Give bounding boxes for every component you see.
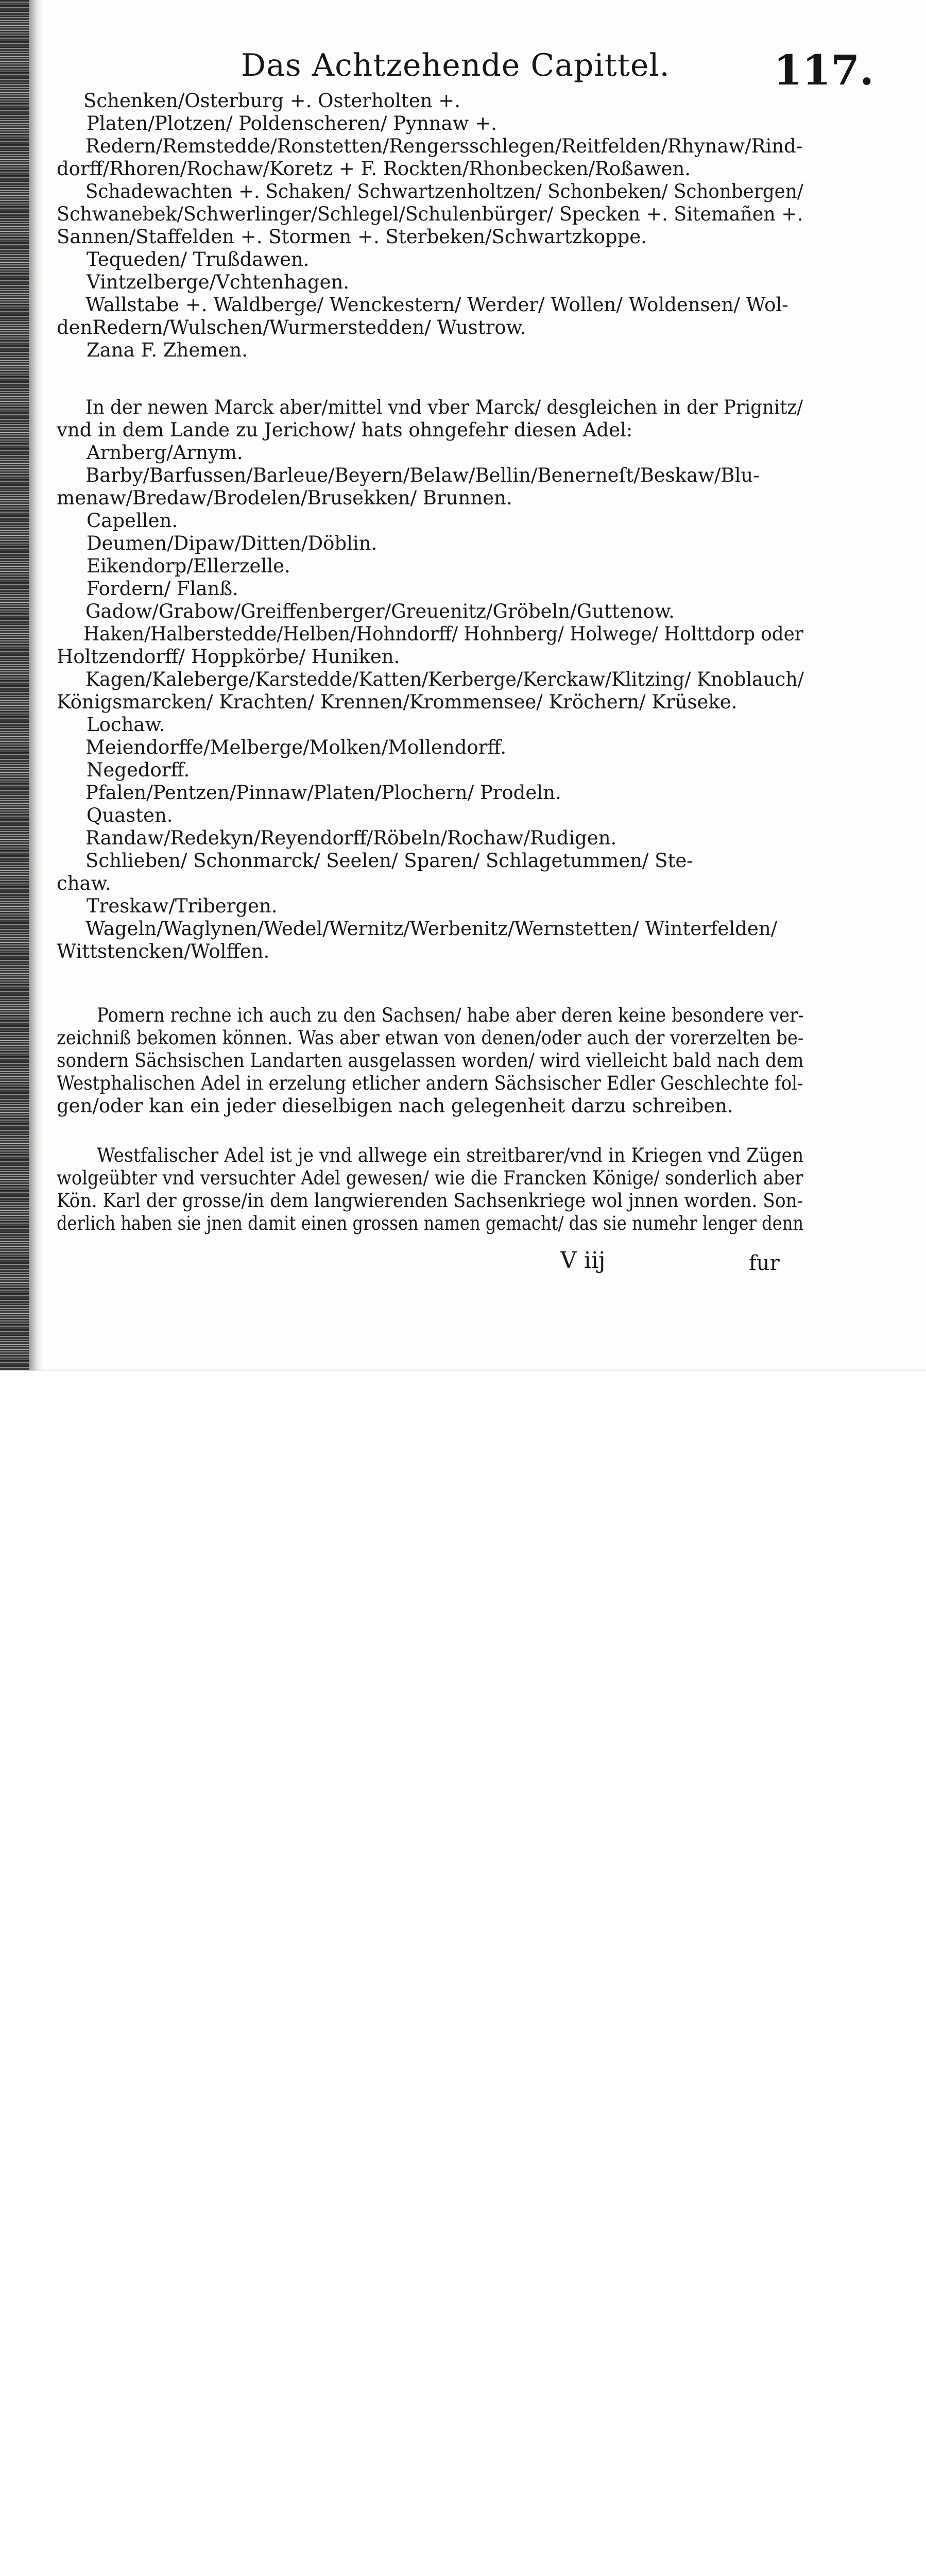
text-line: Schenken/Osterburg +. Osterholten +. — [83, 90, 461, 112]
text-line: Schadewachten +. Schaken/ Schwartzenholtzen/ Schonbeken/ Schonbergen/ — [85, 180, 803, 202]
text-line: vnd in dem Lande zu Jerichow/ hats ohngefehr diesen Adel: — [57, 419, 633, 441]
binding-shadow — [29, 0, 43, 1370]
signature-mark: V iij — [560, 1247, 606, 1274]
footer-bar — [0, 1370, 926, 1427]
text-line: Schwanebek/Schwerlinger/Schlegel/Schulenbürger/ Specken +. Sitemañen +. — [57, 203, 803, 225]
text-line: Treskaw/Tribergen. — [87, 895, 278, 917]
text-line: Zana F. Zhemen. — [87, 339, 248, 361]
text-line: Wittstencken/Wolffen. — [57, 940, 270, 962]
text-line: Königsmarcken/ Krachten/ Krennen/Krommensee/ Kröchern/ Krüseke. — [57, 691, 738, 713]
page-number: 117. — [774, 46, 874, 94]
text-line: Kön. Karl der grosse/in dem langwierenden Sachsenkriege wol jnnen worden. Son- — [57, 1190, 803, 1212]
text-line: wolgeübter vnd versuchter Adel gewesen/ wie die Francken Könige/ sonderlich aber — [57, 1167, 803, 1189]
text-line: dorff/Rhoren/Rochaw/Koretz + F. Rockten/Rhonbecken/Roßawen. — [57, 158, 691, 180]
text-line: Platen/Plotzen/ Poldenscheren/ Pynnaw +. — [87, 112, 497, 134]
text-line: Westphalischen Adel in erzelung etlicher andern Sächsischer Edler Geschlechte fol- — [57, 1072, 803, 1094]
text-line: Tequeden/ Trußdawen. — [87, 248, 310, 270]
text-line: Barby/Barfussen/Barleue/Beyern/Belaw/Bellin/Benerneſt/Beskaw/Blu- — [85, 464, 760, 486]
text-line: Sannen/Staffelden +. Stormen +. Sterbeken/Schwartzkoppe. — [57, 226, 647, 248]
text-line: Capellen. — [87, 510, 178, 532]
text-line: Arnberg/Arnym. — [87, 442, 243, 464]
text-line: Quasten. — [87, 804, 173, 826]
text-line: Meiendorffe/Melberge/Molken/Mollendorff. — [85, 736, 507, 758]
text-line: Westfalischer Adel ist je vnd allwege ein streitbarer/vnd in Kriegen vnd Zügen — [97, 1144, 804, 1166]
text-line: Wallstabe +. Waldberge/ Wenckestern/ Werder/ Wollen/ Woldensen/ Wol- — [85, 294, 788, 316]
text-line: Deumen/Dipaw/Ditten/Döblin. — [87, 532, 378, 554]
text-line: Wageln/Waglynen/Wedel/Wernitz/Werbenitz/Wernstetten/ Winterfelden/ — [85, 918, 778, 940]
text-line: Vintzelberge/Vchtenhagen. — [87, 271, 350, 293]
text-line: Holtzendorff/ Hoppkörbe/ Huniken. — [57, 646, 400, 668]
text-line: Eikendorp/Ellerzelle. — [87, 555, 290, 577]
text-line: Randaw/Redekyn/Reyendorff/Röbeln/Rochaw/Rudigen. — [85, 827, 617, 849]
text-line: menaw/Bredaw/Brodelen/Brusekken/ Brunnen. — [57, 487, 512, 509]
text-line: Redern/Remstedde/Ronstetten/Rengersschlegen/Reitfelden/Rhynaw/Rind- — [85, 135, 803, 157]
text-line: Gadow/Grabow/Greiffenberger/Greuenitz/Gröbeln/Guttenow. — [85, 600, 675, 622]
chapter-heading: Das Achtzehende Capittel. — [241, 47, 670, 83]
text-line: zeichniß bekomen können. Was aber etwan von denen/oder auch der vorerzelten be- — [57, 1027, 804, 1049]
text-line: gen/oder kan ein jeder dieselbigen nach gelegenheit darzu schreiben. — [57, 1095, 733, 1117]
catchword: fur — [749, 1251, 780, 1275]
text-line: Lochaw. — [87, 714, 165, 736]
text-line: Pomern rechne ich auch zu den Sachsen/ habe aber deren keine besondere ver- — [97, 1004, 804, 1026]
text-line: Negedorff. — [87, 759, 190, 781]
text-line: denRedern/Wulschen/Wurmerstedden/ Wustrow. — [57, 316, 526, 338]
text-line: Kagen/Kaleberge/Karstedde/Katten/Kerberge/Kerckaw/Klitzing/ Knoblauch/ — [85, 668, 804, 690]
text-line: Fordern/ Flanß. — [87, 578, 238, 600]
text-line: sondern Sächsischen Landarten ausgelassen worden/ wird vielleicht bald nach dem — [57, 1049, 804, 1072]
text-line: Pfalen/Pentzen/Pinnaw/Platen/Plochern/ Prodeln. — [85, 782, 561, 804]
text-line: In der newen Marck aber/mittel vnd vber Marck/ desgleichen in der Prignitz/ — [85, 396, 803, 418]
text-line: Haken/Halberstedde/Helben/Hohndorff/ Hohnberg/ Holwege/ Holttdorp oder — [83, 623, 803, 645]
text-line: Schlieben/ Schonmarck/ Seelen/ Sparen/ Schlagetummen/ Ste- — [85, 850, 693, 872]
book-binding-edge — [0, 0, 29, 1370]
text-line: chaw. — [57, 872, 111, 894]
text-line: derlich haben sie jnen damit einen grossen namen gemacht/ das sie numehr lenger denn — [57, 1212, 804, 1234]
